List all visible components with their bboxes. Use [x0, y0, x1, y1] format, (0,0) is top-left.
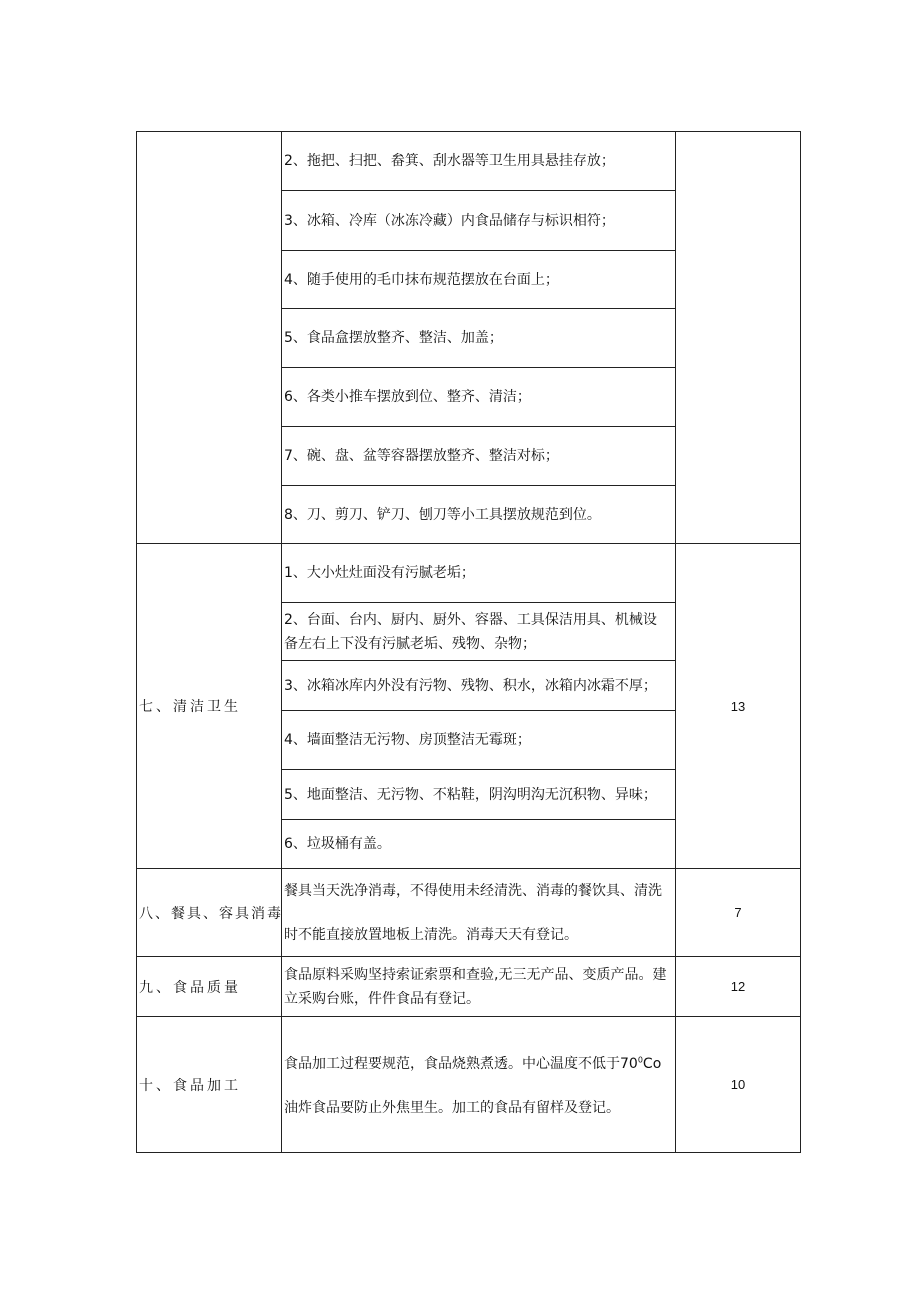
category-cell-continued	[137, 132, 282, 544]
category-food-quality: 九、食品质量	[137, 957, 282, 1017]
list-item: 2、拖把、扫把、畚箕、刮水器等卫生用具悬挂存放；	[282, 132, 676, 191]
inspection-table	[136, 131, 801, 1153]
processing-text-a: 食品加工过程要规范，食品烧熟煮透。中心温度不低于70	[284, 1055, 638, 1072]
list-item: 7、碗、盘、盆等容器摆放整齐、整洁对标；	[282, 427, 676, 486]
processing-requirement	[282, 1040, 675, 1130]
processing-text-b: C	[642, 1055, 653, 1072]
list-item: 3、冰箱、冷库（冰冻冷藏）内食品储存与标识相符；	[282, 191, 676, 251]
category-food-processing: 十、食品加工	[137, 1017, 282, 1153]
list-item: 5、地面整洁、无污物、不粘鞋，阴沟明沟无沉积物、异味；	[282, 770, 676, 820]
category-cleaning-hygiene: 七、清洁卫生	[137, 544, 282, 869]
list-item: 1、大小灶灶面没有污腻老垢；	[282, 544, 676, 603]
list-item: 8、刀、剪刀、铲刀、刨刀等小工具摆放规范到位。	[282, 486, 676, 544]
processing-text-c: o油炸食品要防止外焦里生。加工的食品有留样及登记。	[284, 1055, 662, 1116]
list-item: 3、冰箱冰库内外没有污物、残物、积水，冰箱内冰霜不厚；	[282, 661, 676, 711]
score-cell: 10	[676, 1017, 801, 1153]
list-item: 6、各类小推车摆放到位、整齐、清洁；	[282, 368, 676, 427]
list-item: 6、垃圾桶有盖。	[282, 820, 676, 869]
list-item: 4、随手使用的毛巾抹布规范摆放在台面上；	[282, 251, 676, 309]
list-item: 2、台面、台内、厨内、厨外、容器、工具保洁用具、机械设备左右上下没有污腻老垢、残物、杂物；	[282, 603, 676, 661]
score-cell: 12	[676, 957, 801, 1017]
degree-sup: 0	[637, 1054, 643, 1064]
list-item: 4、墙面整洁无污物、房顶整洁无霉斑；	[282, 711, 676, 770]
category-tableware-disinfection: 八、餐具、容具消毒	[137, 869, 282, 957]
score-cell: 13	[676, 544, 801, 869]
list-item: 5、食品盒摆放整齐、整洁、加盖；	[282, 309, 676, 368]
score-cell-continued	[676, 132, 801, 544]
score-cell: 7	[676, 869, 801, 957]
requirement-text: 餐具当天洗净消毒，不得使用未经清洗、消毒的餐饮具、清洗时不能直接放置地板上清洗。消毒天天有登记。	[282, 869, 676, 957]
requirement-text	[282, 1017, 676, 1153]
requirement-text: 食品原料采购坚持索证索票和查验,无三无产品、变质产品。建立采购台账，件件食品有登记。	[282, 957, 676, 1017]
